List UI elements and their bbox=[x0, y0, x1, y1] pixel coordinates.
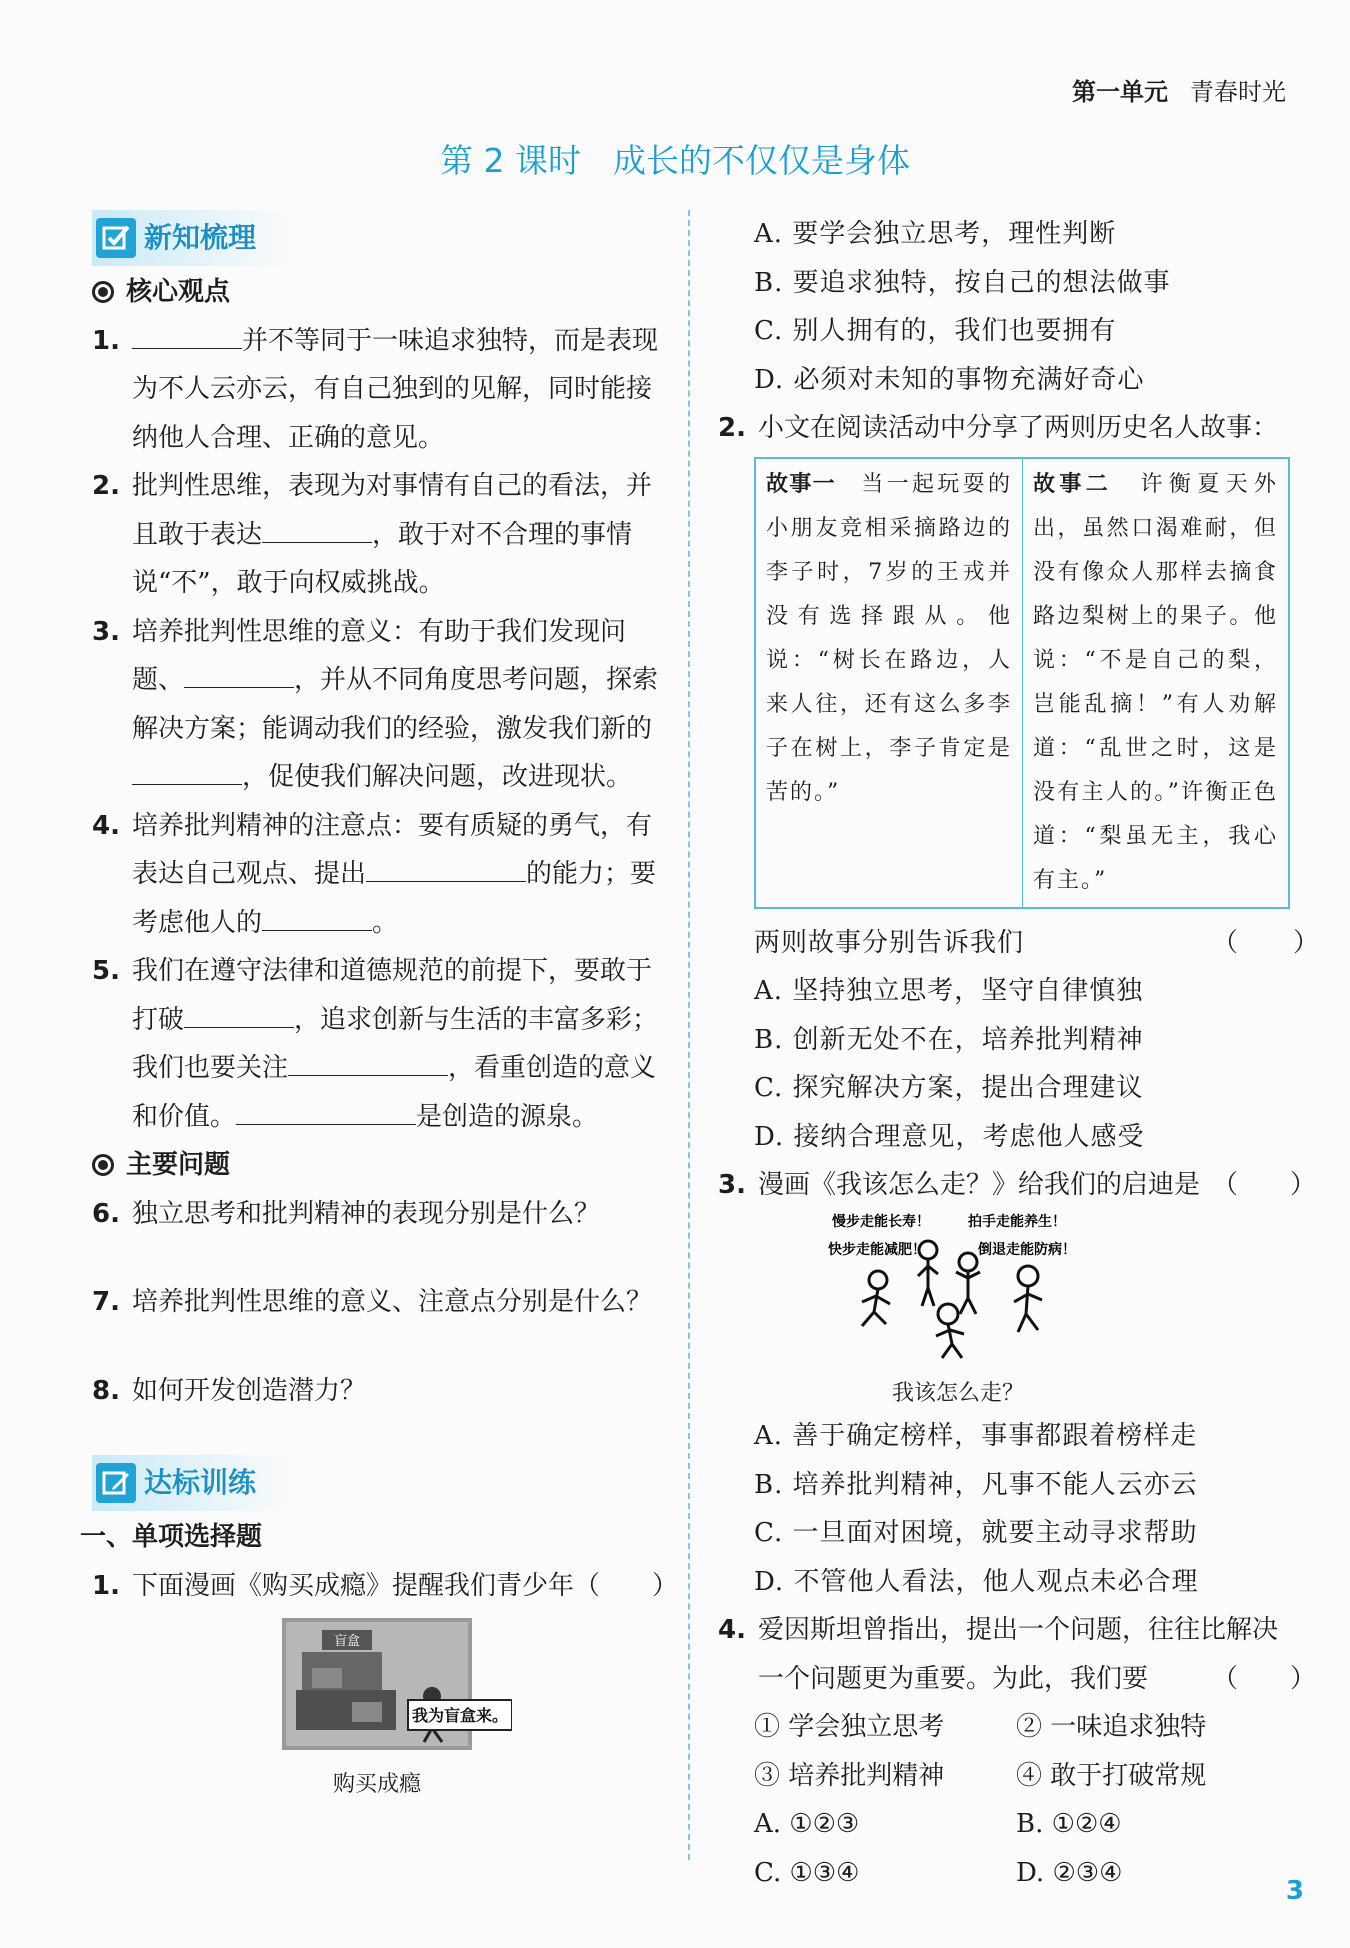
q1-option-b[interactable]: B. 要追求独特，按自己的想法做事 bbox=[754, 267, 1171, 298]
choice-question-2: 2. 小文在阅读活动中分享了两则历史名人故事： bbox=[718, 413, 1279, 443]
question-8: 8. 如何开发创造潜力？ bbox=[92, 1375, 367, 1406]
answer-blank[interactable] bbox=[366, 852, 526, 882]
bubble-slow: 慢步走能长寿！ bbox=[832, 1213, 930, 1230]
q1-option-c[interactable]: C. 别人拥有的，我们也要拥有 bbox=[754, 316, 1117, 346]
box-label: 盲盒 bbox=[333, 1634, 361, 1649]
q2-option-a[interactable]: A. 坚持独立思考，坚守自律慎独 bbox=[754, 976, 1144, 1006]
q1-option-d[interactable]: D. 必须对未知的事物充满好奇心 bbox=[754, 364, 1145, 395]
story-one: 故事一 当一起玩耍的小朋友竞相采摘路边的李子时，7岁的王戎并没有选择跟从。他说：“树长在路边，人来人往，还有这么多李子在树上，李子肯定是苦的。” bbox=[766, 471, 1012, 805]
q3-option-c[interactable]: C. 一旦面对困境，就要主动寻求帮助 bbox=[754, 1518, 1198, 1548]
core-views-heading: 核心观点 bbox=[92, 268, 668, 317]
cartoon-caption: 购买成瘾 bbox=[332, 1771, 421, 1797]
bullet-icon bbox=[92, 1154, 114, 1176]
unit-header bbox=[1072, 72, 1286, 107]
choice-question-1: 1. 下面漫画《购买成瘾》提醒我们青少年（ ） bbox=[92, 1570, 679, 1601]
q4-statements bbox=[718, 1703, 1292, 1897]
walking-people-illustration bbox=[828, 1210, 1088, 1360]
q3-option-b[interactable]: B. 培养批判精神，凡事不能人云亦云 bbox=[754, 1469, 1198, 1500]
story-one-title: 故事一 bbox=[766, 471, 836, 497]
unit-title: 青春时光 bbox=[1190, 78, 1286, 106]
choice-question-4: 4. 爱因斯坦曾指出，提出一个问题，往往比解决一个问题更为重要。为此，我们要 （ ） bbox=[718, 1606, 1292, 1703]
answer-blank[interactable] bbox=[262, 513, 372, 543]
main-questions-heading: 主要问题 bbox=[92, 1141, 668, 1190]
pencil-icon bbox=[96, 1463, 136, 1503]
lesson-name: 成长的不仅仅是身体 bbox=[612, 141, 910, 180]
question-3: 3. 培养批判性思维的意义：有助于我们发现问题、 ，并从不同角度思考问题，探索解决方案；能调动我们的经验，激发我们新的，促使我们解决问题，改进现状。 bbox=[92, 616, 659, 792]
choice-question-3: 3. 漫画《我该怎么走？》给我们的启迪是 （ ） bbox=[718, 1161, 1292, 1210]
q4-option-a[interactable]: A. ①②③ bbox=[754, 1809, 860, 1839]
lesson-number: 第 2 课时 bbox=[440, 141, 581, 180]
column-divider bbox=[688, 210, 690, 1860]
unit-number: 第一单元 bbox=[1072, 78, 1168, 106]
q4-option-d[interactable]: D. ②③④ bbox=[1016, 1857, 1123, 1888]
bubble-backward: 倒退走能防病！ bbox=[978, 1241, 1076, 1258]
answer-blank[interactable] bbox=[236, 1095, 416, 1125]
q4-option-c[interactable]: C. ①③④ bbox=[754, 1857, 860, 1888]
story-two: 故事二 许衡夏天外出，虽然口渴难耐，但没有像众人那样去摘食路边梨树上的果子。他说：“不是自己的梨，岂能乱摘！”有人劝解道：“乱世之时，这是没有主人的。”许衡正色道：“梨虽无主，我心有主。” bbox=[1022, 459, 1288, 907]
answer-space[interactable] bbox=[92, 1327, 668, 1367]
question-4: 4. 培养批判精神的注意点：要有质疑的勇气，有表达自己观点、提出 的能力；要考虑他人的 。 bbox=[92, 810, 657, 938]
story-box bbox=[754, 457, 1290, 909]
question-5: 5. 我们在遵守法律和道德规范的前提下，要敢于打破 ，追求创新与生活的丰富多彩；我们也要关注 ，看重创造的意义和价值。 是创造的源泉。 bbox=[92, 956, 659, 1132]
statement-4: ④ 敢于打破常规 bbox=[1016, 1760, 1207, 1791]
bubble-fast: 快步走能减肥！ bbox=[828, 1241, 926, 1258]
answer-blank[interactable] bbox=[184, 998, 294, 1028]
statement-1: ① 学会独立思考 bbox=[754, 1712, 945, 1742]
section-new-knowledge-label: 新知梳理 bbox=[144, 220, 257, 254]
statement-2: ② 一味追求独特 bbox=[1016, 1712, 1207, 1742]
page-number: 3 bbox=[1285, 1876, 1304, 1906]
q2-option-c[interactable]: C. 探究解决方案，提出合理建议 bbox=[754, 1073, 1144, 1103]
q2-option-b[interactable]: B. 创新无处不在，培养批判精神 bbox=[754, 1024, 1144, 1055]
bullet-icon bbox=[92, 281, 114, 303]
statement-3: ③ 培养批判精神 bbox=[754, 1760, 945, 1791]
answer-blank[interactable] bbox=[262, 901, 372, 931]
question-2: 2. 批判性思维，表现为对事情有自己的看法，并且敢于表达 ，敢于对不合理的事情说“不”，敢于向权威挑战。 bbox=[92, 471, 653, 598]
answer-space[interactable] bbox=[92, 1415, 668, 1455]
q3-option-d[interactable]: D. 不管他人看法，他人观点未必合理 bbox=[754, 1566, 1199, 1597]
shopping-addiction-illustration bbox=[282, 1618, 512, 1750]
answer-blank[interactable] bbox=[132, 755, 242, 785]
single-choice-heading: 一、单项选择题 bbox=[80, 1522, 263, 1552]
q2-option-d[interactable]: D. 接纳合理意见，考虑他人感受 bbox=[754, 1121, 1145, 1152]
answer-space[interactable] bbox=[92, 1238, 668, 1278]
question-1: 1. 并不等同于一味追求独特，而是表现为不人云亦云，有自己独到的见解，同时能接纳他人合理、正确的意见。 bbox=[92, 317, 668, 463]
question-7: 7. 培养批判性思维的意义、注意点分别是什么？ bbox=[92, 1287, 653, 1317]
section-practice bbox=[92, 1455, 668, 1511]
answer-blank[interactable] bbox=[184, 658, 294, 688]
answer-paren[interactable]: （ ） bbox=[1212, 1170, 1317, 1200]
answer-blank[interactable] bbox=[132, 319, 242, 349]
q4-option-b[interactable]: B. ①②④ bbox=[1016, 1809, 1122, 1839]
cartoon-speech: 我为盲盒来。 bbox=[411, 1706, 509, 1725]
question-6: 6. 独立思考和批判精神的表现分别是什么？ bbox=[92, 1198, 601, 1229]
checkbox-icon bbox=[96, 218, 136, 258]
q2-stem: 两则故事分别告诉我们 （ ） bbox=[718, 919, 1292, 968]
story-two-title: 故事二 bbox=[1033, 471, 1113, 497]
section-new-knowledge bbox=[92, 210, 668, 266]
answer-paren[interactable]: （ ） bbox=[1212, 1663, 1317, 1694]
bubble-clap: 拍手走能养生！ bbox=[968, 1213, 1066, 1230]
right-column bbox=[718, 210, 1321, 1897]
q1-option-a[interactable]: A. 要学会独立思考，理性判断 bbox=[754, 219, 1117, 249]
answer-paren[interactable]: （ ） bbox=[1212, 927, 1321, 958]
section-practice-label: 达标训练 bbox=[144, 1465, 257, 1499]
cartoon-how-to-walk bbox=[828, 1210, 1088, 1413]
answer-blank[interactable] bbox=[288, 1046, 448, 1076]
left-column bbox=[80, 210, 679, 1803]
cartoon-caption: 我该怎么走？ bbox=[891, 1381, 1024, 1406]
q3-option-a[interactable]: A. 善于确定榜样，事事都跟着榜样走 bbox=[754, 1421, 1198, 1451]
cartoon-shopping-addiction bbox=[282, 1618, 512, 1803]
lesson-title bbox=[0, 135, 1350, 182]
